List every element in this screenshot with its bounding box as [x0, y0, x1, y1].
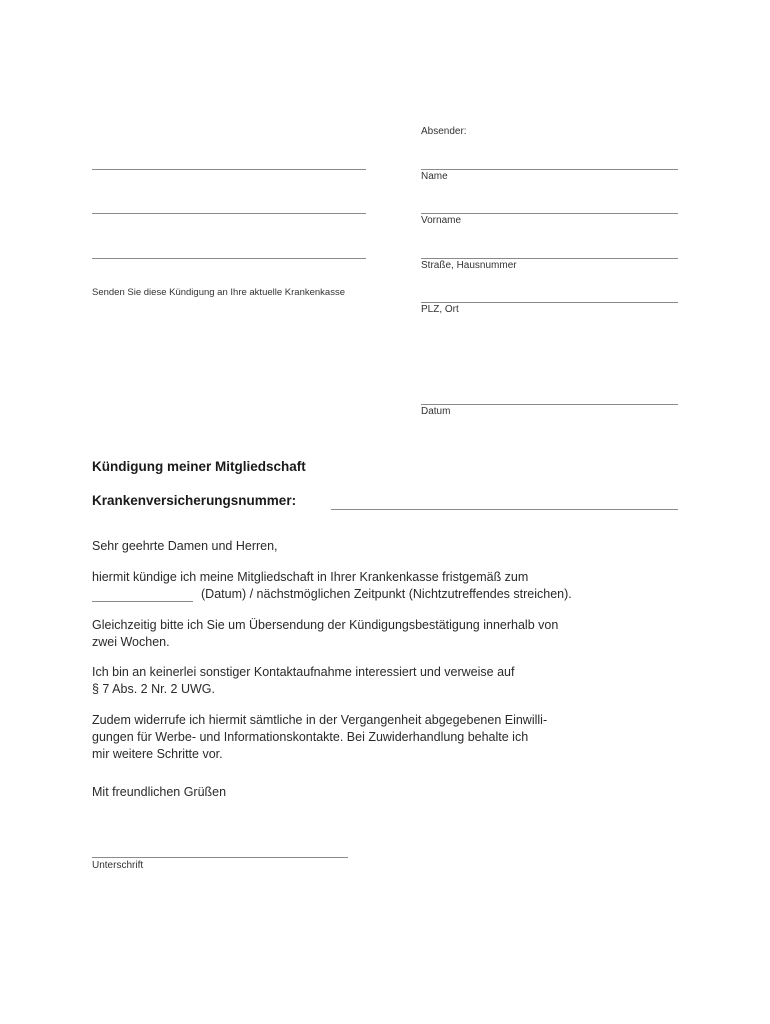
salutation: Sehr geehrte Damen und Herren, [92, 539, 278, 553]
sender-firstname-line[interactable] [421, 213, 678, 214]
insurance-number-label: Krankenversicherungsnummer: [92, 493, 297, 508]
date-line[interactable] [421, 404, 678, 405]
recipient-line-2[interactable] [92, 213, 366, 214]
paragraph-1-line-2: (Datum) / nächstmöglichen Zeitpunkt (Nichtzutreffendes streichen). [201, 587, 572, 601]
termination-date-line[interactable] [92, 601, 193, 602]
paragraph-1-line-1: hiermit kündige ich meine Mitgliedschaft in Ihrer Krankenkasse fristgemäß zum [92, 570, 529, 584]
letter-subject: Kündigung meiner Mitgliedschaft [92, 459, 306, 474]
closing: Mit freundlichen Grüßen [92, 785, 227, 799]
recipient-line-1[interactable] [92, 169, 366, 170]
recipient-note: Senden Sie diese Kündigung an Ihre aktuelle Krankenkasse [92, 287, 345, 298]
paragraph-4-line-3: mir weitere Schritte vor. [92, 747, 223, 761]
paragraph-3-line-2: § 7 Abs. 2 Nr. 2 UWG. [92, 682, 215, 696]
paragraph-3-line-1: Ich bin an keinerlei sonstiger Kontaktaufnahme interessiert und verweise auf [92, 665, 515, 679]
paragraph-2-line-1: Gleichzeitig bitte ich Sie um Übersendung der Kündigungsbestätigung innerhalb von [92, 618, 559, 632]
sender-street-label: Straße, Hausnummer [421, 260, 517, 271]
signature-label: Unterschrift [92, 860, 144, 871]
recipient-line-3[interactable] [92, 258, 366, 259]
sender-label: Absender: [421, 126, 467, 137]
paragraph-2-line-2: zwei Wochen. [92, 635, 170, 649]
date-label: Datum [421, 406, 451, 417]
insurance-number-line[interactable] [331, 509, 678, 510]
paragraph-4-line-1: Zudem widerrufe ich hiermit sämtliche in der Vergangenheit abgegebenen Einwilli- [92, 713, 548, 727]
signature-line[interactable] [92, 857, 348, 858]
paragraph-4-line-2: gungen für Werbe- und Informationskontakte. Bei Zuwiderhandlung behalte ich [92, 730, 529, 744]
sender-city-line[interactable] [421, 302, 678, 303]
sender-name-label: Name [421, 171, 448, 182]
sender-name-line[interactable] [421, 169, 678, 170]
sender-firstname-label: Vorname [421, 215, 462, 226]
sender-street-line[interactable] [421, 258, 678, 259]
sender-city-label: PLZ, Ort [421, 304, 459, 315]
